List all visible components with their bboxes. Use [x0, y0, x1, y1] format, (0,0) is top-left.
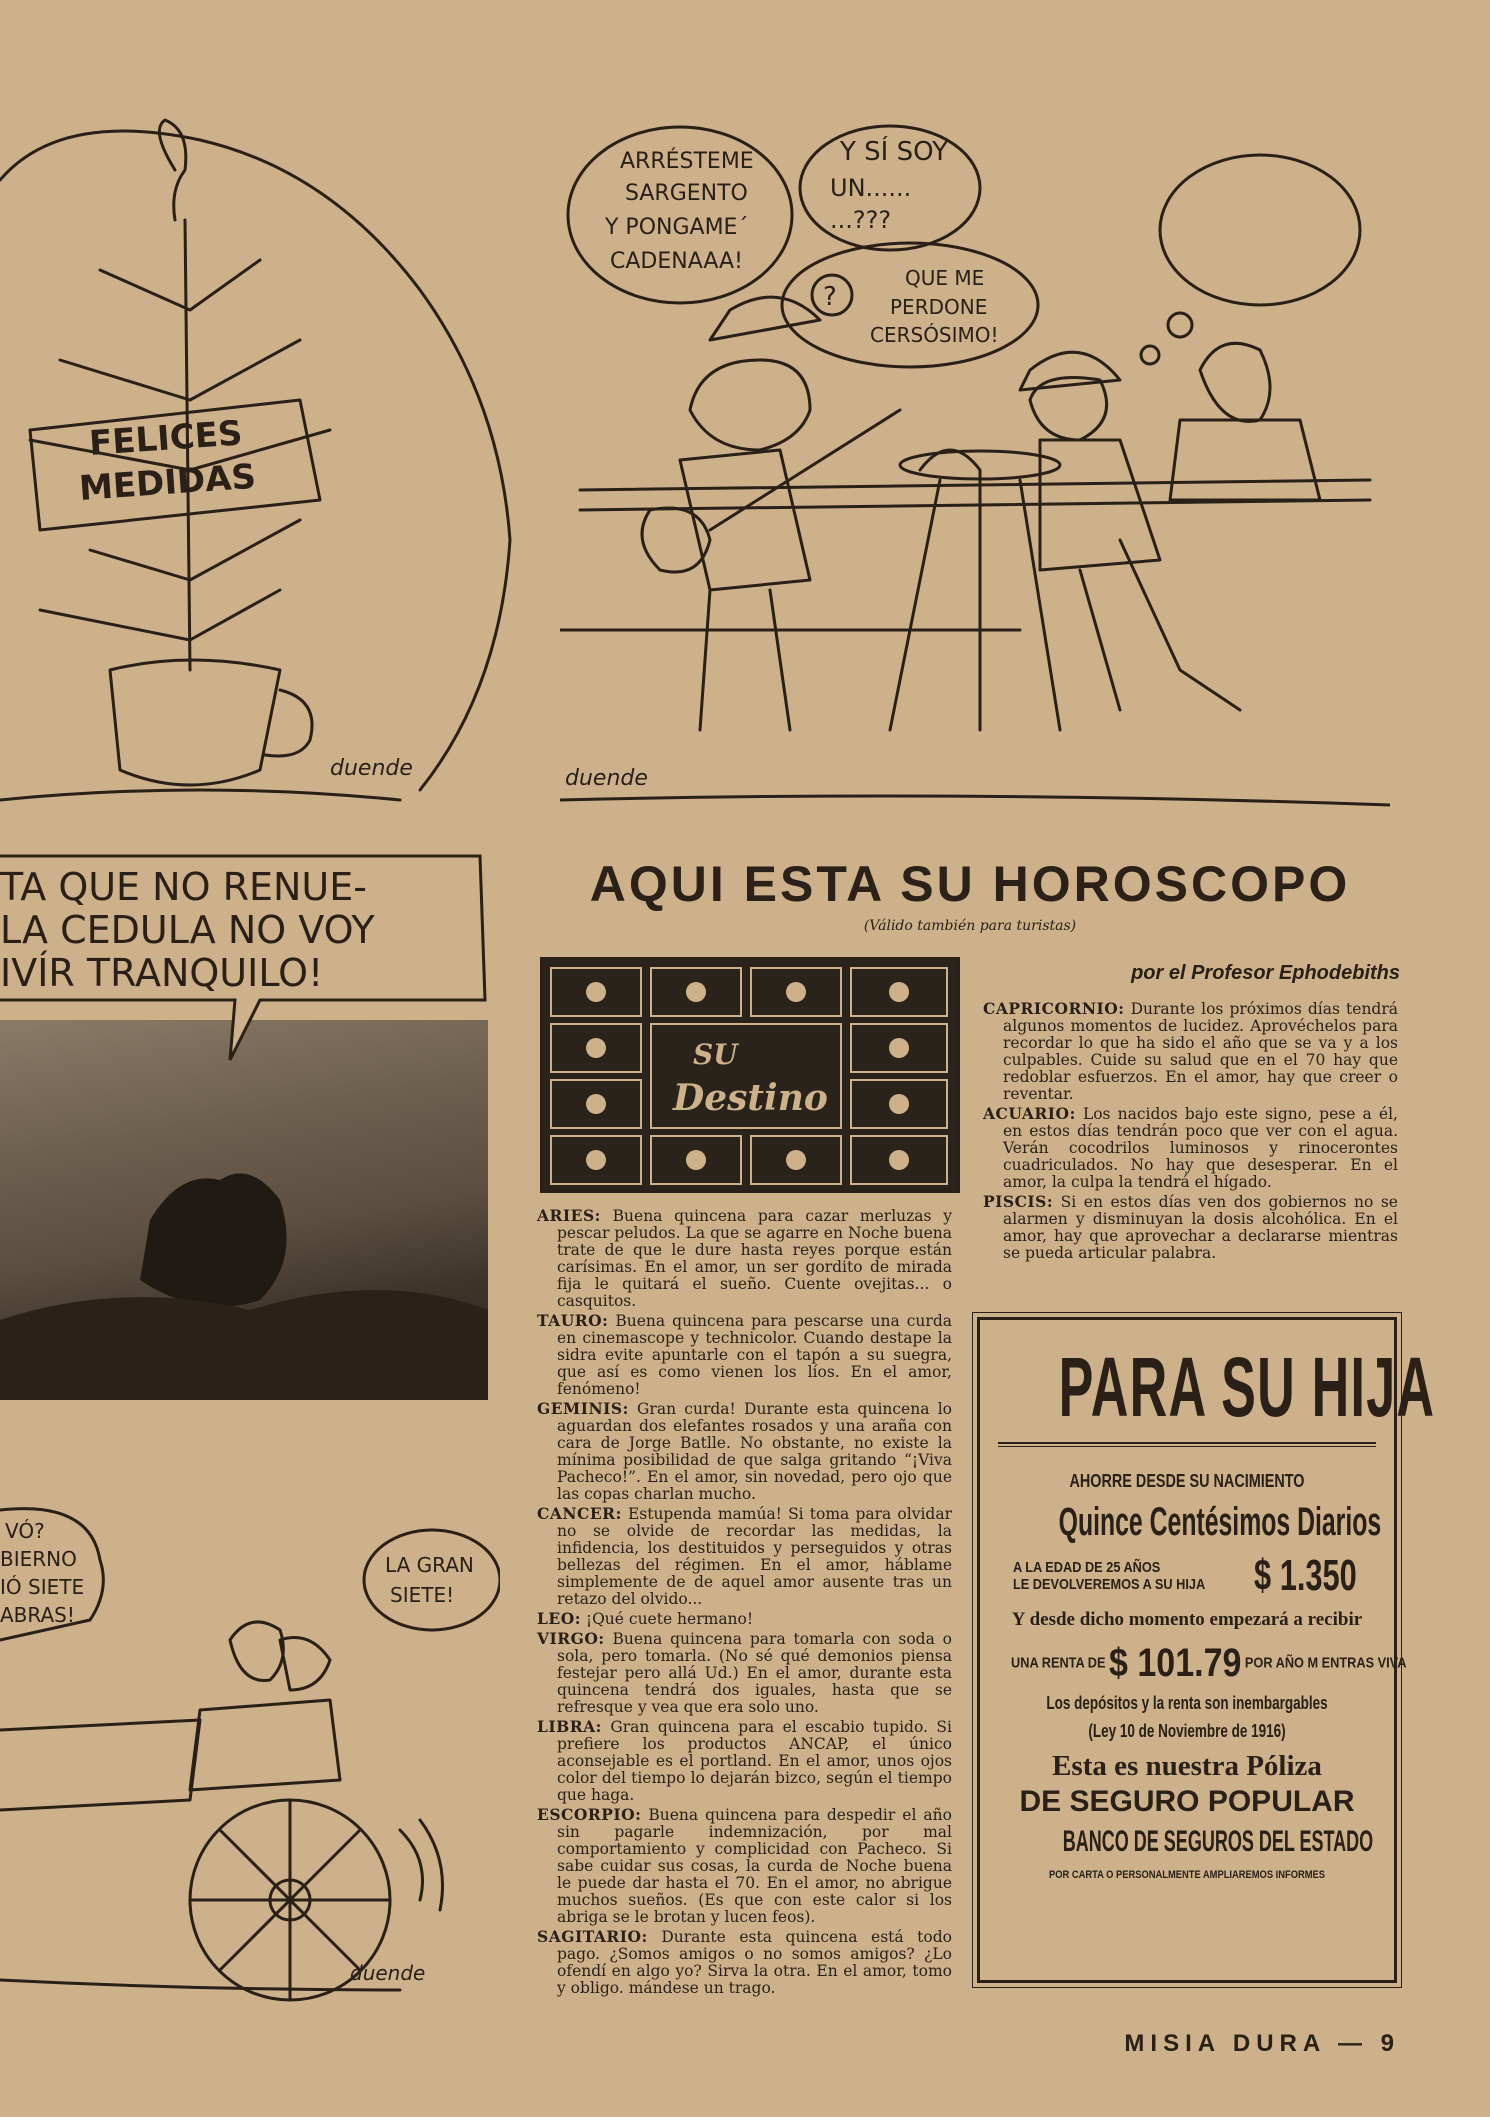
ad-payout-row — [980, 1551, 1394, 1601]
bubble-2-line-3: ...??? — [830, 206, 892, 234]
ad-line-1: AHORRE DESDE SU NACIMIENTO — [1069, 1471, 1305, 1491]
bubble-1-line-3: Y PONGAME´ — [605, 215, 749, 240]
article-headline: AQUI ESTA SU HOROSCOPO — [589, 856, 1351, 912]
sign-name: LEO: — [537, 1609, 581, 1628]
ad-rent-prefix: UNA RENTA DE — [1011, 1654, 1106, 1672]
horoscope-entry-capricornio — [983, 1000, 1398, 1103]
sign-text: Durante esta quincena está todo pago. ¿Somos amigos o no somos amigos? ¿Lo ofendí en algo yo? Sirva la otra. En el amor, tomo y obligo. mándese un trago. — [557, 1928, 952, 1997]
sign-name: VIRGO: — [537, 1629, 605, 1648]
sign-text: Los nacidos bajo este signo, pese a él, en estos días tendrán poco que ver con el agua. Verán cocodrilos luminosos y rinocerontes cuadriculados. No hay que desesperar. En el amor, la culpa la tendrá el hígado. — [1003, 1105, 1398, 1191]
photo-bubble — [0, 850, 490, 1110]
tree-sign-line-2: MEDIDAS — [77, 456, 258, 509]
bubble-2-line-2: UN...... — [830, 174, 912, 202]
sign-name: ESCORPIO: — [537, 1805, 642, 1824]
bubble-3-line-3: CERSÓSIMO! — [870, 323, 999, 347]
tree-signature: duende — [330, 756, 413, 781]
bubble-3-line-1: QUE ME — [905, 266, 985, 290]
ad-line-8: DE SEGURO POPULAR — [1019, 1785, 1355, 1818]
article-subhead: (Válido también para turistas) — [863, 918, 1077, 934]
zodiac-panel — [540, 957, 960, 1193]
cart-bubble-left-line-1: VÓ? — [5, 1519, 45, 1543]
cart-bubble-left-line-3: IÓ SIETE — [0, 1575, 85, 1599]
cartoon-cafe-scene — [560, 110, 1390, 810]
zodiac-panel-text-1: SU — [693, 1038, 738, 1071]
article-byline: por el Profesor Ephodebiths — [1131, 962, 1400, 984]
cartoon-christmas-tree — [0, 110, 540, 810]
tree-sign-line-1: FELICES — [87, 413, 244, 464]
horoscope-column-right — [983, 1000, 1398, 1264]
horoscope-entry-leo — [537, 1610, 952, 1628]
ad-divider — [998, 1442, 1376, 1444]
cart-signature: duende — [350, 1961, 426, 1985]
sign-name: TAURO: — [537, 1311, 609, 1330]
sign-name: PISCIS: — [983, 1192, 1054, 1211]
ad-title: PARA SU HIJA — [1058, 1340, 1436, 1434]
photo-panel — [0, 850, 490, 1400]
cart-bubble-left-line-4: ABRAS! — [0, 1603, 75, 1627]
horoscope-entry-piscis — [983, 1193, 1398, 1262]
ad-rent-suffix: POR AÑO M ENTRAS VIVA — [1244, 1654, 1407, 1672]
ad-payout-text — [1012, 1559, 1204, 1593]
horoscope-entry-cancer — [537, 1505, 952, 1608]
sign-text: Buena quincena para tomarla con soda o sola, pero tomarla. (No sé qué demonios piensa festejar pero allá Ud.) En el amor, durante esta quincena tendrá dos iguales, hasta que se refresque y vea que era solo uno. — [557, 1630, 952, 1716]
sign-name: CANCER: — [537, 1504, 622, 1523]
sign-text: Buena quincena para pescarse una curda en cinemascope y technicolor. Cuando destape la sidra evite apuntarle con el tapón a su suegra, que así es como vienen los líos. En el amor, fenómeno! — [557, 1312, 952, 1398]
ad-rent-row — [1011, 1641, 1407, 1686]
photo-bubble-line-3: IVÍR TRANQUILO! — [0, 951, 324, 995]
sign-name: LIBRA: — [537, 1717, 602, 1736]
sign-text: Gran quincena para el escabio tupido. Si prefiere los productos ANCAP, el único aconsejable es el portland. En el amor, unos ojos color del tiempo lo dejarán bizco, según el tiempo que haga. — [557, 1718, 952, 1804]
bubble-1-line-1: ARRÉSTEME — [620, 149, 754, 174]
bubble-3-mark: ? — [823, 282, 837, 312]
sign-name: CAPRICORNIO: — [983, 999, 1125, 1018]
photo-bubble-line-1: TA QUE NO RENUE- — [0, 865, 367, 909]
page-footer: MISIA DURA — 9 — [1124, 2030, 1400, 2057]
ad-line-4: Y desde dicho momento empezará a recibir — [1011, 1609, 1363, 1630]
sign-text: Gran curda! Durante esta quincena lo aguardan dos elefantes rosados y una araña con cara de Jorge Batlle. No obstante, no existe la mínima posibilidad de que salga gritando “¡Viva Pacheco!”. En el amor, sin novedad, pero ojo que las copas charlan mucho. — [557, 1400, 952, 1503]
bubble-1-line-4: CADENAAA! — [610, 249, 743, 274]
horoscope-entry-geminis — [537, 1400, 952, 1503]
ad-contact-line: POR CARTA O PERSONALMENTE AMPLIAREMOS INFORMES — [1048, 1869, 1326, 1881]
ad-bank-name: BANCO DE SEGUROS DEL ESTADO — [1062, 1825, 1374, 1858]
sign-name: ACUARIO: — [983, 1104, 1076, 1123]
photo-bubble-line-2: LA CEDULA NO VOY — [0, 908, 375, 952]
bubble-1-line-2: SARGENTO — [625, 181, 748, 206]
ad-line-6: (Ley 10 de Noviembre de 1916) — [1088, 1721, 1286, 1741]
cartoon-cart — [0, 1490, 500, 2020]
sign-text: Buena quincena para cazar merluzas y pescar peludos. La que se agarre en Noche buena trate de que le dure hasta reyes porque están carísimas. En el amor, un ser gordito de mirada fija le quitará el sueño. Cuente ovejitas... o casquitos. — [557, 1207, 953, 1310]
cafe-signature: duende — [565, 766, 648, 791]
horoscope-entry-aries — [537, 1207, 952, 1310]
ad-line-3a: A LA EDAD DE 25 AÑOS — [1012, 1559, 1160, 1576]
ad-line-2: Quince Centésimos Diarios — [1058, 1500, 1382, 1544]
cart-bubble-right-line-2: SIETE! — [390, 1583, 455, 1607]
insurance-advertisement — [977, 1317, 1436, 1983]
sign-name: ARIES: — [537, 1206, 601, 1225]
sign-text: ¡Qué cuete hermano! — [585, 1610, 754, 1628]
horoscope-entry-acuario — [983, 1105, 1398, 1191]
cart-bubble-right-line-1: LA GRAN — [385, 1553, 474, 1577]
sign-text: Durante los próximos días tendrá algunos momentos de lucidez. Aprovéchelos para recordar lo que ha sido el año que se va y a los culpables. Cuide su salud que en el 70 hay que redoblar esfuerzos. En el amor, hay que creer o reventar. — [1003, 1000, 1398, 1103]
horoscope-entry-virgo — [537, 1630, 952, 1716]
ad-line-3b: LE DEVOLVEREMOS A SU HIJA — [1012, 1576, 1205, 1593]
bubble-2-line-1: Y SÍ SOY — [840, 137, 949, 167]
ad-line-7: Esta es nuestra Póliza — [1052, 1750, 1322, 1782]
sign-name: GEMINIS: — [537, 1399, 629, 1418]
sign-text: Buena quincena para despedir el año sin pagarle indemnización, por mal comportamiento y complicidad con Pacheco. Si sabe cuidar sus cosas, la curda de Noche buena le puede dar hasta el 70. En el amor, no abrigue muchos sueños. (Es que con este calor si los abriga se le brotan y lucen feos). — [557, 1806, 952, 1926]
zodiac-grid — [543, 960, 957, 1190]
zodiac-panel-text-2: Destino — [673, 1077, 828, 1119]
horoscope-entry-tauro — [537, 1312, 952, 1398]
ad-payout-amount: $ 1.350 — [1253, 1551, 1357, 1600]
ad-rent-amount: $ 101.79 — [1109, 1641, 1242, 1685]
horoscope-entry-libra — [537, 1718, 952, 1804]
sign-text: Estupenda mamúa! Si toma para olvidar no se olvide de recordar las medidas, la infidencia, los destituidos y perseguidos y otras bellezas del régimen. En el amor, háblame simplemente de de aquel amor ausente tras un retazo del olvido... — [557, 1505, 952, 1608]
sign-text: Si en estos días ven dos gobiernos no se alarmen y disminuyan la dosis alcohólica. En el amor, hay que aprovechar a declararse mientras se pueda articular palabra. — [1003, 1193, 1398, 1262]
ad-divider-thin — [998, 1446, 1376, 1447]
horoscope-entry-escorpio — [537, 1806, 952, 1926]
ad-line-5: Los depósitos y la renta son inembargables — [1046, 1693, 1328, 1713]
sign-name: SAGITARIO: — [537, 1927, 648, 1946]
horoscope-entry-sagitario — [537, 1928, 952, 1997]
cart-bubble-left-line-2: BIERNO — [0, 1547, 77, 1571]
horoscope-column-left — [537, 1207, 952, 1999]
bubble-3-line-2: PERDONE — [890, 295, 988, 319]
